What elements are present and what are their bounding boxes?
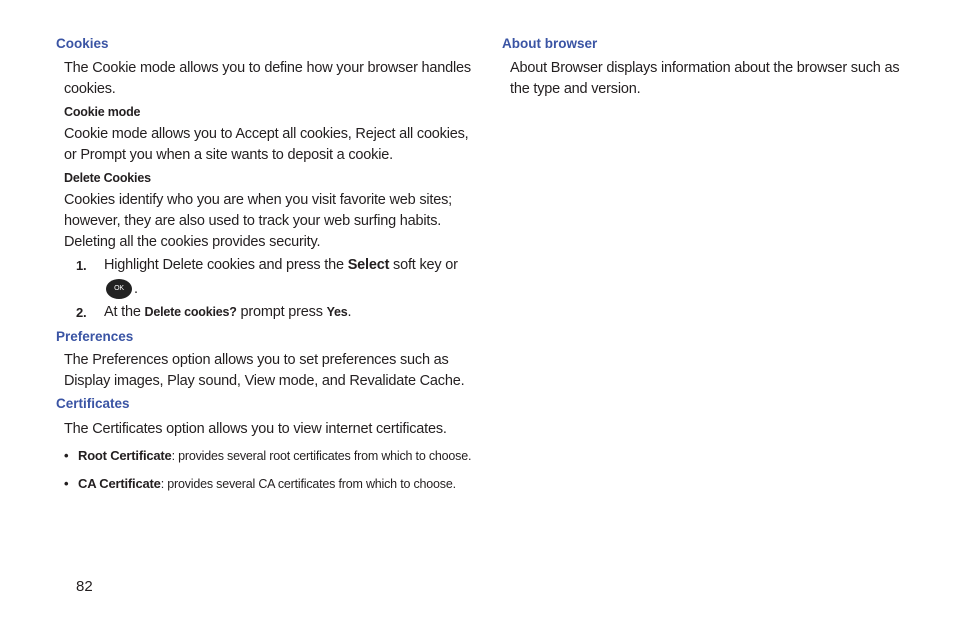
ok-key-icon: OK xyxy=(106,279,132,299)
about-browser-heading: About browser xyxy=(502,36,598,51)
page-number: 82 xyxy=(76,578,93,595)
certificates-heading: Certificates xyxy=(56,396,130,411)
step-1 xyxy=(76,255,476,302)
bullet-desc: : provides several root certificates from which to choose. xyxy=(171,449,472,463)
bullet-desc: : provides several CA certificates from which to choose. xyxy=(160,477,456,491)
cookie-mode-heading: Cookie mode xyxy=(64,105,141,119)
about-browser-text: About Browser displays information about the browser such as the type and version. xyxy=(510,60,900,97)
preferences-text: The Preferences option allows you to set preferences such as Display images, Play sound, View mode, and Revalidate Cache. xyxy=(64,352,465,389)
step-number: 2. xyxy=(76,305,87,320)
left-column xyxy=(56,34,476,496)
certificates-text: The Certificates option allows you to view internet certificates. xyxy=(64,421,447,437)
bullet-icon: • xyxy=(64,448,69,463)
step-end: . xyxy=(134,280,138,297)
step-end: . xyxy=(347,304,352,320)
step-text: Highlight Delete cookies and press the xyxy=(104,257,348,273)
right-column xyxy=(502,34,912,100)
bullet-term: Root Certificate xyxy=(78,448,172,463)
step-text: soft key or xyxy=(389,257,458,273)
delete-cookies-text: Cookies identify who you are when you visit favorite web sites; however, they are also used to track your web surfing habits. Deleting all the cookies provides security. xyxy=(64,192,452,250)
step-text: prompt press xyxy=(236,304,327,320)
step-2 xyxy=(76,302,476,323)
step-text: At the xyxy=(104,304,145,320)
cookie-mode-text: Cookie mode allows you to Accept all cookies, Reject all cookies, or Prompt you when a site wants to deposit a cookie. xyxy=(64,126,469,163)
cookies-heading: Cookies xyxy=(56,36,109,51)
bullet-term: CA Certificate xyxy=(78,476,161,491)
list-item xyxy=(64,444,476,468)
cookies-intro: The Cookie mode allows you to define how your browser handles cookies. xyxy=(64,60,471,97)
delete-cookies-prompt: Delete cookies? xyxy=(144,305,237,319)
step-number: 1. xyxy=(76,258,87,273)
delete-cookies-heading: Delete Cookies xyxy=(64,171,151,185)
preferences-heading: Preferences xyxy=(56,329,134,344)
yes-label: Yes xyxy=(326,305,348,319)
select-key-label: Select xyxy=(347,257,390,273)
bullet-icon: • xyxy=(64,476,69,491)
list-item xyxy=(64,472,476,496)
